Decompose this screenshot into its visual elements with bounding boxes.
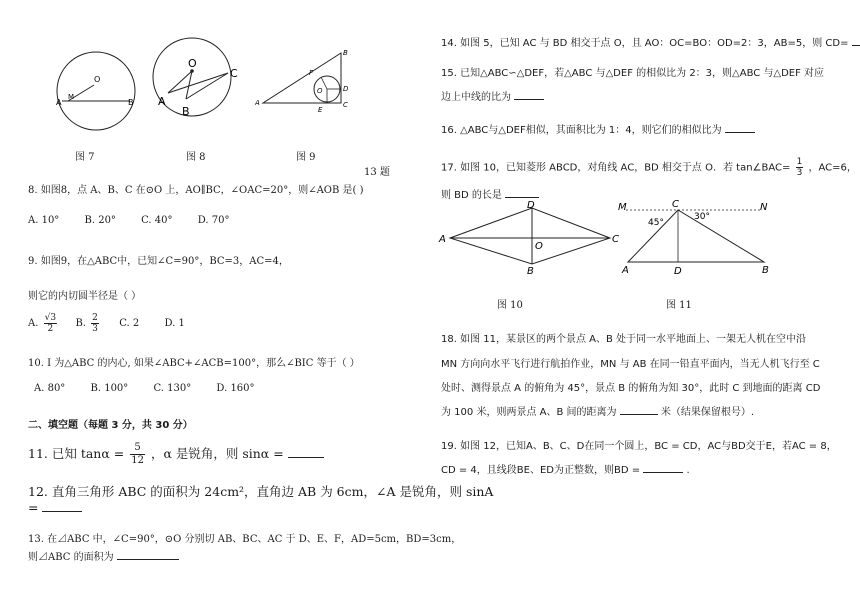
fig11-angle-45: 45° <box>648 218 664 228</box>
fig10-label-c: C <box>612 234 619 245</box>
fig8-label-c: C <box>230 67 238 80</box>
q11-answer-blank[interactable] <box>288 446 324 458</box>
question-14 <box>441 34 860 49</box>
q9-option-d: D. 1 <box>164 318 185 329</box>
q8-option-a: A. 10° <box>28 215 60 226</box>
figure-10 <box>436 198 621 280</box>
q9-option-b-prefix: B. <box>75 318 86 329</box>
fig11-label-c: C <box>672 199 679 210</box>
question-9-b: 则它的内切圆半径是（ ） <box>28 291 142 302</box>
fig9-label-e: E <box>318 106 323 114</box>
fig10-label-b: B <box>527 266 534 277</box>
q10-option-b: B. 100° <box>90 383 129 394</box>
fig10-label-d: D <box>527 200 535 211</box>
q11-fraction <box>130 442 145 467</box>
q17-b-text: 则 BD 的长是 <box>441 190 502 201</box>
figure-9 <box>255 45 355 117</box>
q13-answer-blank[interactable] <box>117 548 179 560</box>
q9-option-a-prefix: A. <box>28 318 39 329</box>
question-12-b <box>28 500 82 515</box>
q10-option-c: C. 130° <box>153 383 192 394</box>
question-9: 9. 如图9，在△ABC中，已知∠C=90°，BC=3，AC=4， <box>28 256 289 267</box>
fig7-label-b: B <box>128 98 134 107</box>
q11-suffix: ，α 是锐角，则 sinα = <box>150 446 284 461</box>
question-10-options <box>34 383 277 394</box>
question-18-line-2: MN 方向向水平飞行进行航拍作业，MN 与 AB 在同一铅直平面内，当无人机飞行至 C <box>441 359 820 370</box>
q9-a-denominator: 2 <box>47 324 54 334</box>
fig10-label-o: O <box>535 241 543 252</box>
fig9-label-c: C <box>343 101 348 109</box>
fig8-label-o: O <box>188 57 197 70</box>
q17-denominator: 3 <box>796 168 803 178</box>
question-16 <box>441 121 755 136</box>
q9-option-a-fraction <box>44 313 57 334</box>
q8-option-b: B. 20° <box>84 215 116 226</box>
note-13: 13 题 <box>364 167 390 178</box>
q10-option-d: D. 160° <box>216 383 255 394</box>
question-15: 15. 已知△ABC∽△DEF，若△ABC 与△DEF 的相似比为 2：3，则△ABC 与△DEF 对应 <box>441 68 825 79</box>
fig8-label-b: B <box>182 105 190 118</box>
question-9-options <box>28 313 185 334</box>
q18-text-b: 米（结果保留根号）. <box>660 407 755 418</box>
fig11-label-d: D <box>674 266 682 277</box>
q17-prefix: 17. 如图 10，已知菱形 ABCD，对角线 AC，BD 相交于点 O．若 tan∠BAC= <box>441 162 791 174</box>
fig10-label-a: A <box>439 234 446 245</box>
section-2-heading: 二、填空题（每题 3 分，共 30 分） <box>28 420 193 431</box>
fig9-label-a: A <box>255 99 260 107</box>
question-18-line-1: 18. 如图 11，某景区的两个景点 A、B 处于同一水平地面上、一架无人机在空中沿 <box>441 334 807 345</box>
q13-text: 则⊿ABC 的面积为 <box>28 552 114 563</box>
q15-text: 边上中线的比为 <box>441 92 511 103</box>
fig9-label-d: D <box>343 85 349 93</box>
fig9-label-f: F <box>309 69 314 77</box>
q17-answer-blank[interactable] <box>505 186 539 198</box>
q8-option-c: C. 40° <box>141 215 173 226</box>
q16-answer-blank[interactable] <box>725 121 755 133</box>
fig9-label-o: O <box>317 87 323 95</box>
q16-text: 16. △ABC与△DEF相似，其面积比为 1：4，则它们的相似比为 <box>441 125 722 136</box>
q19-text-a: CD = 4，且线段BE、ED为正整数，则BD = <box>441 465 641 476</box>
figure-11 <box>612 196 782 280</box>
question-13-b <box>28 548 179 563</box>
fig7-label-m: M <box>68 93 75 101</box>
question-8-options <box>28 215 251 226</box>
fig8-label-a: A <box>158 95 166 108</box>
fig10-caption: 图 10 <box>497 300 523 311</box>
q12-equals: = <box>28 500 39 515</box>
q11-prefix: 11. 已知 tanα = <box>28 446 125 461</box>
question-13: 13. 在⊿ABC 中，∠C=90°，⊙O 分别切 AB、BC、AC 于 D、E、F，AD=5cm，BD=3cm， <box>28 534 462 545</box>
q10-option-a: A. 80° <box>34 383 66 394</box>
fig11-label-a: A <box>622 265 629 276</box>
question-15-b <box>441 88 544 103</box>
fig11-label-b: B <box>762 265 769 276</box>
q11-denominator: 12 <box>131 455 144 466</box>
q18-answer-blank[interactable] <box>620 403 658 415</box>
q17-numerator: 1 <box>796 157 803 167</box>
q14-text: 14. 如图 5，已知 AC 与 BD 相交于点 O，且 AO：OC=BO：OD=2：3，AB=5，则 CD= <box>441 38 849 49</box>
question-18-line-3: 处时、测得景点 A 的俯角为 45°，景点 B 的俯角为知 30°，此时 C 到地面的距离 CD <box>441 383 821 394</box>
question-19-line-2 <box>441 461 690 476</box>
q17-fraction <box>796 157 804 178</box>
question-10: 10. I 为△ABC 的内心, 如果∠ABC+∠ACB=100°，那么∠BIC 等于（ ） <box>28 358 360 369</box>
q11-numerator: 5 <box>130 442 145 455</box>
q9-a-numerator: √3 <box>44 313 57 323</box>
question-12: 12. 直角三角形 ABC 的面积为 24cm²，直角边 AB 为 6cm，∠A 是锐角，则 sinA <box>28 484 494 499</box>
q17-suffix: ，AC=6， <box>808 162 857 174</box>
figure-8 <box>150 37 245 122</box>
fig11-label-m: M <box>618 202 627 213</box>
fig9-label-b: B <box>343 49 348 57</box>
fig9-caption: 图 9 <box>296 152 316 163</box>
q19-text-b: . <box>686 465 690 476</box>
q18-text-a: 为 100 米，则两景点 A、B 间的距离为 <box>441 407 617 418</box>
q9-option-c: C. 2 <box>119 318 140 329</box>
figure-7 <box>50 45 142 137</box>
question-8: 8. 如图8，点 A、B、C 在⊙O 上，AO∥BC，∠OAC=20°，则∠AOB 是( ) <box>28 185 364 196</box>
q15-answer-blank[interactable] <box>514 88 544 100</box>
fig7-label-o: O <box>94 75 101 84</box>
fig8-caption: 图 8 <box>186 152 206 163</box>
question-18-line-4 <box>441 403 754 418</box>
fig11-angle-30: 30° <box>694 212 710 222</box>
q9-b-numerator: 2 <box>92 313 98 323</box>
q9-option-b-fraction <box>91 313 99 334</box>
q14-answer-blank[interactable] <box>852 34 860 46</box>
fig7-label-a: A <box>56 98 62 107</box>
fig7-caption: 图 7 <box>75 152 95 163</box>
fig11-caption: 图 11 <box>666 300 692 311</box>
q8-option-d: D. 70° <box>197 215 230 226</box>
fig11-label-n: N <box>760 202 768 213</box>
q19-answer-blank[interactable] <box>643 461 683 473</box>
q12-answer-blank[interactable] <box>42 500 82 512</box>
question-17 <box>441 157 857 178</box>
question-19-line-1: 19. 如图 12，已知A、B、C、D在同一个圆上，BC = CD，AC与BD交于E，若AC = 8， <box>441 441 837 452</box>
question-11 <box>28 442 324 467</box>
q9-b-denominator: 3 <box>92 324 98 334</box>
